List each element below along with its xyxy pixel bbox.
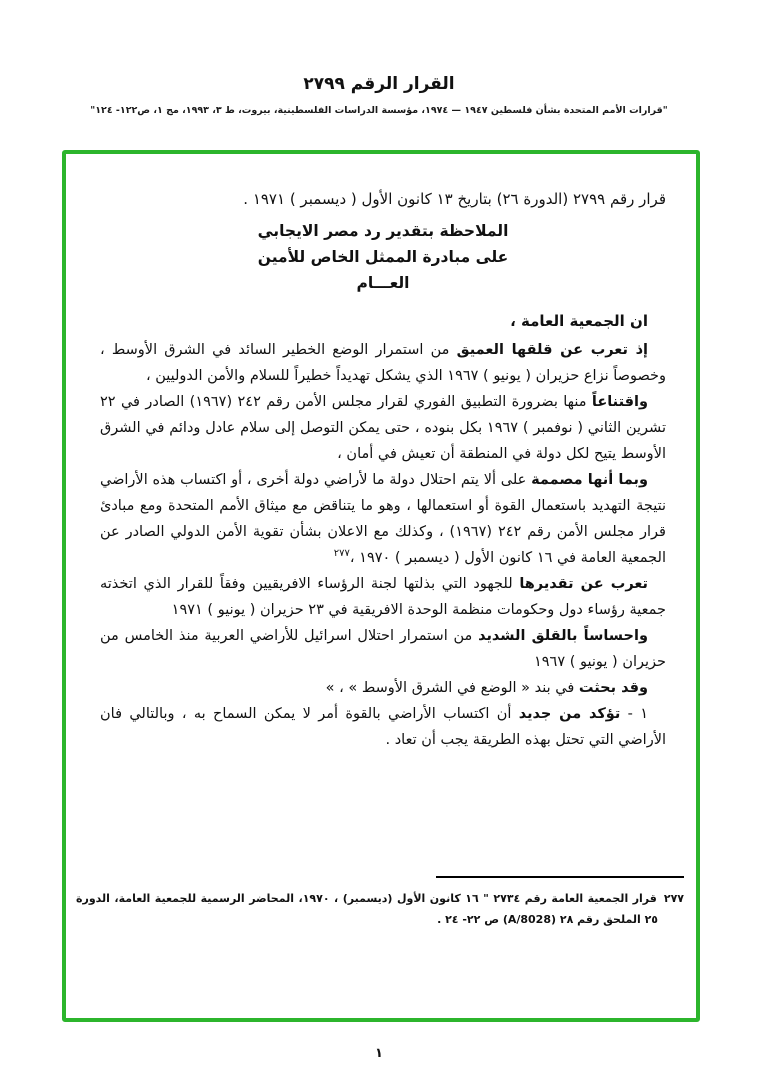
paragraph bbox=[100, 675, 666, 701]
footnote bbox=[76, 888, 684, 930]
paragraph-text: من استمرار احتلال اسرائيل للأراضي العربية منذ الخامس من حزيران ( يونيو ) ١٩٦٧ bbox=[100, 628, 666, 670]
resolution-subtitle-line-1: الملاحظة بتقدير رد مصر الايجابي bbox=[257, 222, 509, 240]
page-title: القرار الرقم ٢٧٩٩ bbox=[303, 74, 455, 94]
paragraph bbox=[100, 623, 666, 675]
source-citation: "قرارات الأمم المتحدة بشأن فلسطين ١٩٤٧ — ١٩٧٤، مؤسسة الدراسات الفلسطينية، بيروت، ط ٣، ١٩٩٣، مج ١، ص١٢٢- ١٢٤" bbox=[90, 105, 668, 116]
paragraph-lead: تعرب عن تقديرها bbox=[519, 576, 648, 592]
footnote-marker: ٢٧٧ bbox=[663, 892, 685, 905]
paragraph-lead: تؤكد من جديد bbox=[518, 706, 621, 722]
footnote-reference: ٢٧٧ bbox=[333, 548, 350, 560]
document-frame bbox=[62, 150, 700, 1022]
paragraph-number: ١ - bbox=[620, 706, 648, 722]
page-number: ١ bbox=[375, 1046, 383, 1061]
resolution-subtitle-line-2: على مبادرة الممثل الخاص للأمين bbox=[257, 248, 509, 266]
paragraph-text: منها بضرورة التطبيق الفوري لقرار مجلس الأمن رقم ٢٤٢ (١٩٦٧) الصادر في ٢٢ تشرين الثاني ( نوفمبر ) ١٩٦٧ بكل بنوده ، حتى يمكن التوصل إلى سلام عادل ودائم في الشرق الأوسط يتيح لكل دولة في المنطقة أن تعيش في أمان ، bbox=[100, 394, 666, 462]
paragraph-lead: وبما أنها مصممة bbox=[531, 472, 649, 488]
paragraph-text: أن اكتساب الأراضي بالقوة أمر لا يمكن السماح به ، وبالتالي فان الأراضي التي تحتل بهذه الطريقة يجب أن تعاد . bbox=[100, 706, 666, 748]
paragraph bbox=[100, 389, 666, 467]
paragraph-text: في بند « الوضع في الشرق الأوسط » ، » bbox=[325, 680, 579, 696]
page-header bbox=[0, 74, 758, 116]
paragraph-lead: إذ تعرب عن قلقها العميق bbox=[456, 342, 648, 358]
resolution-subtitle-line-3: العـــام bbox=[356, 274, 410, 292]
paragraph-lead: وقد بحثت bbox=[578, 680, 648, 696]
footnote-area bbox=[76, 876, 684, 930]
paragraph bbox=[100, 337, 666, 389]
opening-line: ان الجمعية العامة ، bbox=[510, 312, 648, 330]
footnote-divider bbox=[436, 876, 684, 878]
resolution-heading: قرار رقم ٢٧٩٩ (الدورة ٢٦) بتاريخ ١٣ كانون الأول ( ديسمبر ) ١٩٧١ . bbox=[243, 190, 666, 208]
paragraph-lead: واقتناعاً bbox=[591, 394, 648, 410]
paragraph bbox=[100, 467, 666, 571]
paragraph-text: من استمرار الوضع الخطير السائد في الشرق الأوسط ، وخصوصاً نزاع حزيران ( يونيو ) ١٩٦٧ الذي يشكل تهديداً خطيراً للسلام والأمن الدوليين ، bbox=[100, 342, 666, 384]
paragraph-text: على ألا يتم احتلال دولة ما لأراضي دولة أخرى ، أو اكتساب هذه الأراضي نتيجة التهديد باستعمال القوة أو استعمالها ، وهو ما يتناقض مع ميثاق الأمم المتحدة ومع مبادئ قرار مجلس الأمن رقم ٢٤٢ (١٩٦٧) ، وكذلك مع الاعلان بشأن تقوية الأمن الدولي الصادر عن الجمعية العامة في ١٦ كانون الأول ( ديسمبر ) ١٩٧٠ ، bbox=[100, 472, 666, 566]
paragraph-numbered bbox=[100, 701, 666, 753]
footnote-text: قرار الجمعية العامة رقم ٢٧٣٤ " ١٦ كانون الأول (ديسمبر) ، ١٩٧٠، المحاضر الرسمية للجمعية العامة، الدورة ٢٥ الملحق رقم ٢٨ (A/8028) ص ٢٢- ٢٤ . bbox=[76, 892, 658, 926]
document-body bbox=[66, 154, 696, 753]
paragraph-text: للجهود التي بذلتها لجنة الرؤساء الافريقيين وفقاً للقرار الذي اتخذته جمعية رؤساء دول وحكومات منظمة الوحدة الافريقية في ٢٣ حزيران ( يونيو ) ١٩٧١ bbox=[100, 576, 666, 618]
paragraph-lead: واحساساً بالقلق الشديد bbox=[478, 628, 648, 644]
paragraph bbox=[100, 571, 666, 623]
